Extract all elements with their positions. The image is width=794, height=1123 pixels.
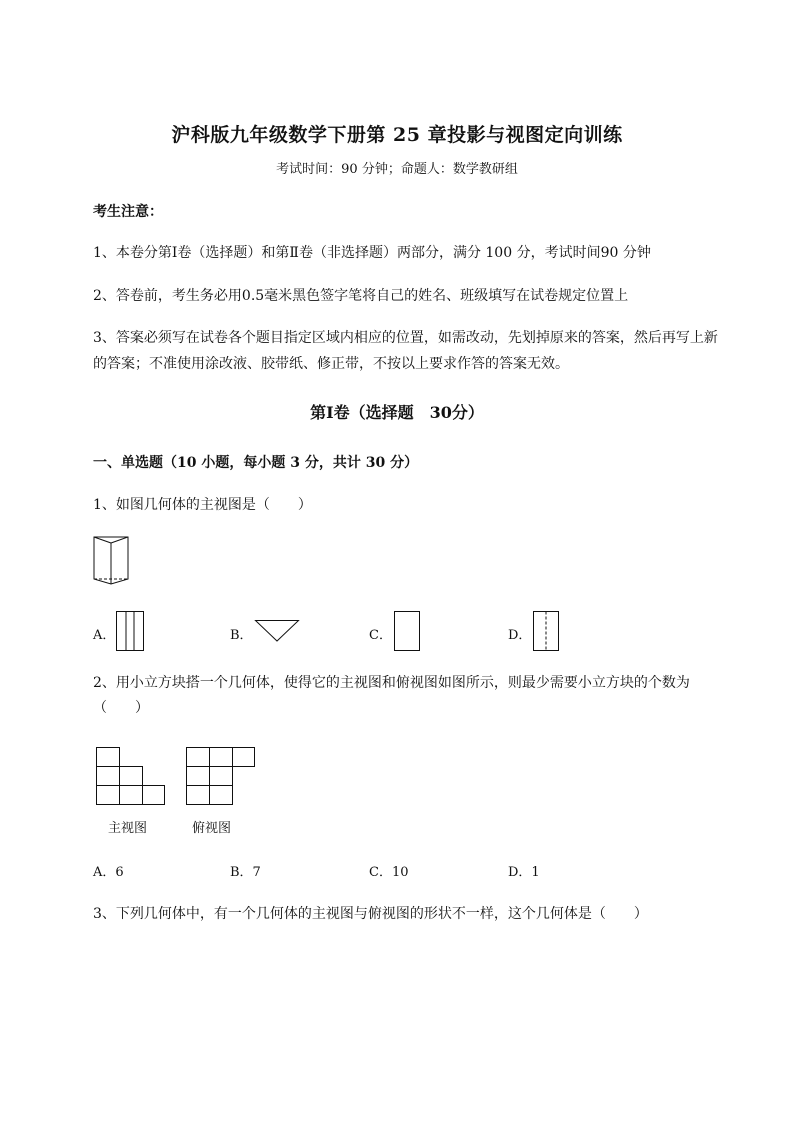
notice-item-3-continued: 的答案；不准使用涂改液、胶带纸、修正带，不按以上要求作答的答案无效。 (93, 356, 569, 372)
q2-option-a[interactable]: A．6 (93, 865, 124, 880)
notice-item-3: 3、答案必须写在试卷各个题目指定区域内相应的位置，如需改动，先划掉原来的答案，然后再写上新 (93, 330, 718, 346)
q2-option-d[interactable]: D．1 (508, 865, 540, 880)
question-group-heading: 一、单选题（10 小题，每小题 3 分，共计 30 分） (93, 455, 419, 471)
q1-option-d-figure (533, 611, 559, 651)
top-view-figure (186, 747, 256, 807)
q1-option-c-figure (394, 611, 420, 651)
question-2-stem-continued: （ ） (93, 700, 149, 716)
q1-option-a-figure (116, 611, 144, 651)
q2-option-c[interactable]: C．10 (369, 865, 409, 880)
question-3-stem: 3、下列几何体中，有一个几何体的主视图与俯视图的形状不一样，这个几何体是（ ） (93, 906, 648, 922)
question-1-stem: 1、如图几何体的主视图是（ ） (93, 497, 312, 513)
q1-option-b[interactable]: B． (230, 628, 253, 643)
notice-item-1: 1、本卷分第Ⅰ卷（选择题）和第Ⅱ卷（非选择题）两部分，满分 100 分，考试时间90 分钟 (93, 245, 651, 261)
triangular-prism-figure (93, 535, 129, 585)
notice-item-2: 2、答卷前，考生务必用0.5毫米黑色签字笔将自己的姓名、班级填写在试卷规定位置上 (93, 288, 629, 304)
top-view-caption: 俯视图 (192, 821, 232, 836)
exam-info: 考试时间：90 分钟；命题人：数学教研组 (276, 162, 518, 177)
front-view-caption: 主视图 (108, 821, 148, 836)
section-title: 第Ⅰ卷（选择题 30分） (310, 403, 484, 422)
front-view-figure (96, 747, 166, 807)
q1-option-b-figure (255, 620, 299, 642)
page-title: 沪科版九年级数学下册第 25 章投影与视图定向训练 (171, 124, 623, 146)
q2-option-b[interactable]: B．7 (230, 865, 261, 880)
question-2-stem: 2、用小立方块搭一个几何体，使得它的主视图和俯视图如图所示，则最少需要小立方块的个数为 (93, 675, 690, 691)
q1-option-c[interactable]: C． (369, 628, 392, 643)
q1-option-a[interactable]: A． (93, 628, 116, 643)
notice-heading: 考生注意： (93, 204, 163, 220)
q1-option-d[interactable]: D． (508, 628, 532, 643)
